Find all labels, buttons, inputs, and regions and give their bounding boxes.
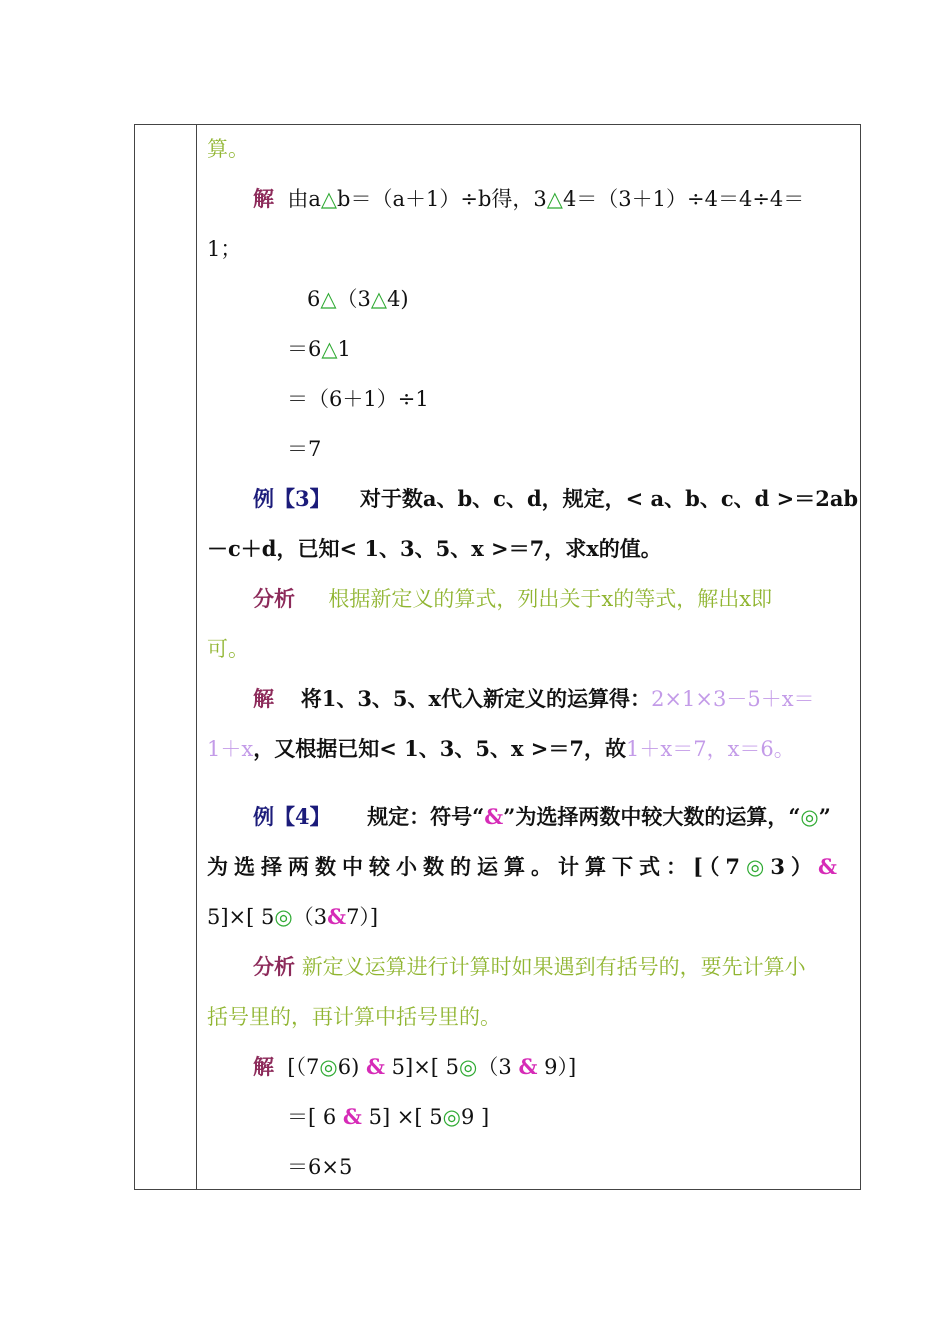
text: 6) xyxy=(337,1055,360,1079)
analysis-4-continued: 括号里的，再计算中括号里的。 xyxy=(207,1005,501,1029)
ampersand-op: & xyxy=(484,804,504,829)
text: 1 xyxy=(337,337,351,361)
solution-3-continued xyxy=(207,734,795,764)
text: 6 xyxy=(307,287,321,311)
ampersand-op: & xyxy=(342,1104,362,1129)
text: 1＋x xyxy=(207,737,254,761)
text: 4＝（3＋1）÷4＝4÷4＝ xyxy=(562,187,805,211)
text: ，又根据已知< 1、3、5、x >＝7，故 xyxy=(253,736,626,761)
analysis-label: 分析 xyxy=(253,586,295,611)
example-4-line xyxy=(253,802,831,832)
analysis-4-line xyxy=(253,952,806,982)
text: 2×1×3－5＋x＝ xyxy=(651,687,815,711)
text: （3 xyxy=(292,905,328,929)
text: 为选择两数中较小数的运算。计算下式：[（7 xyxy=(207,854,747,879)
text: 9）] xyxy=(544,1055,577,1079)
text: ” xyxy=(818,804,831,829)
analysis-3-continued: 可。 xyxy=(207,637,249,661)
text: 对于数a、b、c、d，规定，< a、b、c、d >＝2ab xyxy=(359,486,859,511)
solution-1-line xyxy=(253,184,804,214)
calc-line: ＝（6＋1）÷1 xyxy=(287,387,429,411)
triangle-op: △ xyxy=(321,337,338,361)
example-label: 例【3】 xyxy=(253,486,331,511)
circle-op: ◎ xyxy=(319,1055,338,1079)
text: 新定义运算进行计算时如果遇到有括号的，要先计算小 xyxy=(301,955,806,979)
triangle-op: △ xyxy=(320,187,338,211)
ampersand-op: & xyxy=(518,1054,538,1079)
example-label: 例【4】 xyxy=(253,804,331,829)
circle-op: ◎ xyxy=(274,905,293,929)
solution-3-line xyxy=(253,684,815,714)
text: 规定：符号“ xyxy=(367,804,485,829)
triangle-op: △ xyxy=(320,287,337,311)
calc-line xyxy=(287,334,351,364)
circle-op: ◎ xyxy=(746,854,771,879)
text: 将1、3、5、x代入新定义的运算得： xyxy=(300,686,652,711)
text: 4) xyxy=(387,287,409,311)
table-column-divider xyxy=(196,124,197,1190)
triangle-op: △ xyxy=(546,187,563,211)
line-suan: 算。 xyxy=(207,137,249,161)
text: 根据新定义的算式，列出关于x的等式，解出x即 xyxy=(328,587,773,611)
ampersand-op: & xyxy=(327,904,347,929)
example-3-continued: －c＋d，已知< 1、3、5、x >＝7，求x的值。 xyxy=(207,536,662,561)
circle-op: ◎ xyxy=(442,1105,461,1129)
text: （3 xyxy=(336,287,371,311)
text: ＝6 xyxy=(287,337,322,361)
calc-line xyxy=(307,284,409,314)
text: b＝（a＋1）÷b得，3 xyxy=(337,187,547,211)
example-4-formula xyxy=(207,902,378,932)
triangle-op: △ xyxy=(370,287,388,311)
text: 5] ×[ 5 xyxy=(368,1105,443,1129)
text: [（7 xyxy=(287,1055,320,1079)
text: 7）] xyxy=(346,905,379,929)
analysis-3-line xyxy=(253,584,772,614)
line-text: 1； xyxy=(207,237,242,261)
text: 9 ] xyxy=(460,1105,490,1129)
solution-label: 解 xyxy=(253,686,274,711)
ampersand-op: & xyxy=(366,1054,385,1079)
solution-4-line xyxy=(253,1052,576,1082)
text: ”为选择两数中较大数的运算，“ xyxy=(503,804,801,829)
analysis-label: 分析 xyxy=(253,954,295,979)
solution-label: 解 xyxy=(253,186,274,211)
circle-op: ◎ xyxy=(800,804,819,829)
calc-line: ＝7 xyxy=(287,437,322,461)
text: 由a xyxy=(287,187,321,211)
text: ＝[ 6 xyxy=(287,1105,337,1129)
text: 3） xyxy=(770,854,818,879)
example-4-continued xyxy=(207,852,843,882)
solution-label: 解 xyxy=(253,1054,274,1079)
calc-line: ＝6×5 xyxy=(287,1155,353,1179)
circle-op: ◎ xyxy=(459,1055,478,1079)
example-3-line xyxy=(253,484,858,514)
calc-line xyxy=(287,1102,489,1132)
text: 5]×[ 5 xyxy=(391,1055,460,1079)
text: 5]×[ 5 xyxy=(207,905,275,929)
text: （3 xyxy=(477,1055,512,1079)
ampersand-op: & xyxy=(818,854,843,879)
text: 1＋x＝7，x＝6。 xyxy=(626,737,795,761)
